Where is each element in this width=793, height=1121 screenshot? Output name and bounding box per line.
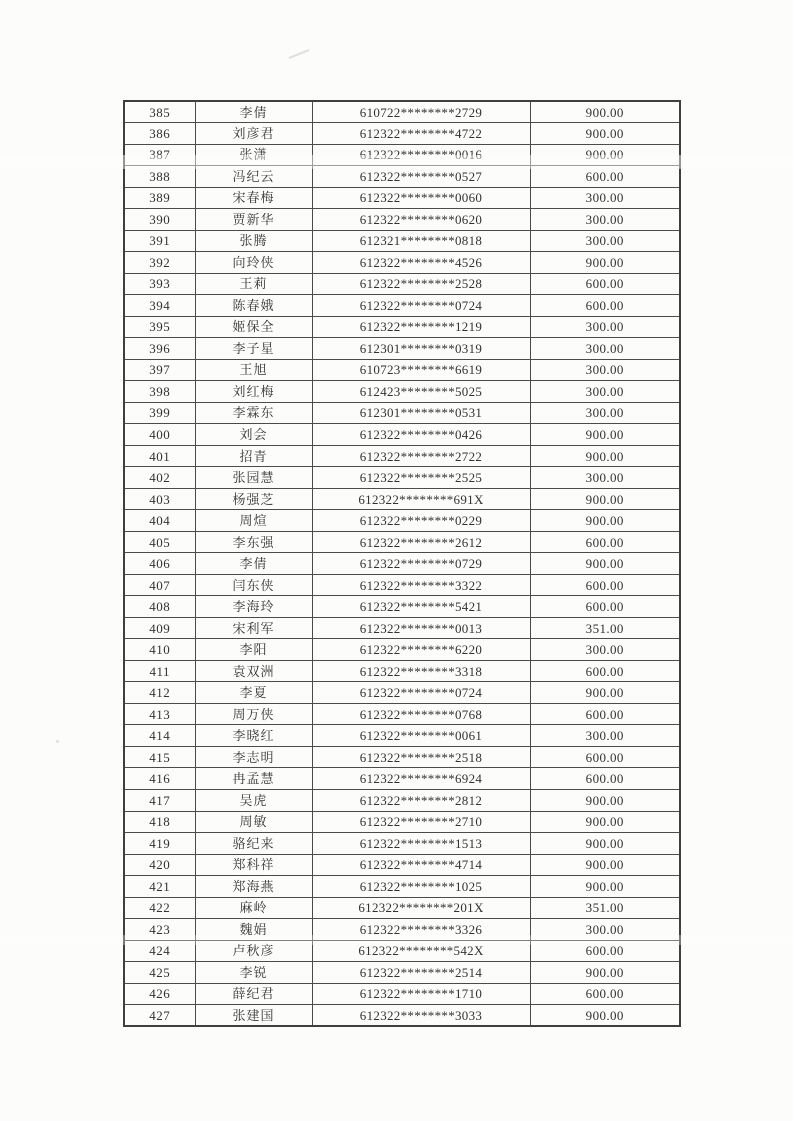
table-row	[124, 854, 680, 876]
table-cell-row-number: 407	[124, 574, 195, 596]
table-cell-amount: 900.00	[530, 488, 680, 510]
table-cell-id-number-masked: 612322********0229	[312, 510, 530, 532]
table-cell-id-number-masked: 612322********1513	[312, 833, 530, 855]
table-row	[124, 144, 680, 166]
table-cell-id-number-masked: 612322********0013	[312, 617, 530, 639]
table-cell-id-number-masked: 612322********3318	[312, 660, 530, 682]
table-cell-id-number-masked: 612322********4714	[312, 854, 530, 876]
table-cell-name: 李子星	[195, 338, 312, 360]
table-row	[124, 833, 680, 855]
scan-artifact-smudge	[288, 49, 309, 59]
table-row	[124, 338, 680, 360]
table-cell-name: 李东强	[195, 531, 312, 553]
table-cell-row-number: 423	[124, 919, 195, 941]
table-cell-name: 魏娟	[195, 919, 312, 941]
table-cell-name: 郑海燕	[195, 876, 312, 898]
table-cell-amount: 300.00	[530, 338, 680, 360]
table-cell-row-number: 391	[124, 230, 195, 252]
table-cell-name: 李阳	[195, 639, 312, 661]
table-cell-amount: 300.00	[530, 381, 680, 403]
table-cell-row-number: 394	[124, 295, 195, 317]
table-cell-name: 招青	[195, 445, 312, 467]
table-cell-amount: 300.00	[530, 639, 680, 661]
table-cell-amount: 300.00	[530, 359, 680, 381]
table-row	[124, 1005, 680, 1027]
table-row	[124, 940, 680, 962]
table-cell-amount: 300.00	[530, 187, 680, 209]
table-cell-id-number-masked: 612322********1025	[312, 876, 530, 898]
table-cell-name: 李倩	[195, 553, 312, 575]
table-cell-name: 骆纪来	[195, 833, 312, 855]
table-cell-row-number: 388	[124, 166, 195, 188]
table-row	[124, 510, 680, 532]
table-cell-name: 张园慧	[195, 467, 312, 489]
table-cell-name: 李晓红	[195, 725, 312, 747]
table-cell-amount: 600.00	[530, 703, 680, 725]
table-cell-amount: 900.00	[530, 962, 680, 984]
table-cell-name: 周万侠	[195, 703, 312, 725]
table-cell-amount: 300.00	[530, 209, 680, 231]
table-cell-id-number-masked: 612322********6220	[312, 639, 530, 661]
table-cell-row-number: 417	[124, 790, 195, 812]
table-cell-id-number-masked: 610722********2729	[312, 101, 530, 123]
table-row	[124, 123, 680, 145]
table-cell-name: 刘会	[195, 424, 312, 446]
table-cell-amount: 600.00	[530, 166, 680, 188]
table-cell-id-number-masked: 612322********2722	[312, 445, 530, 467]
table-cell-name: 卢秋彦	[195, 940, 312, 962]
table-cell-row-number: 389	[124, 187, 195, 209]
table-row	[124, 101, 680, 123]
table-cell-row-number: 404	[124, 510, 195, 532]
table-cell-id-number-masked: 612322********0527	[312, 166, 530, 188]
table-cell-amount: 900.00	[530, 101, 680, 123]
table-cell-amount: 300.00	[530, 230, 680, 252]
table-cell-id-number-masked: 612322********2518	[312, 746, 530, 768]
table-cell-name: 宋利军	[195, 617, 312, 639]
table-cell-id-number-masked: 612423********5025	[312, 381, 530, 403]
table-cell-name: 向玲侠	[195, 252, 312, 274]
table-row	[124, 574, 680, 596]
table-cell-id-number-masked: 612322********0060	[312, 187, 530, 209]
table-cell-amount: 600.00	[530, 574, 680, 596]
table-cell-name: 周敏	[195, 811, 312, 833]
table-cell-name: 闫东侠	[195, 574, 312, 596]
table-cell-id-number-masked: 612301********0531	[312, 402, 530, 424]
table-cell-amount: 900.00	[530, 144, 680, 166]
table-row	[124, 553, 680, 575]
table-cell-id-number-masked: 612322********3322	[312, 574, 530, 596]
table-cell-row-number: 405	[124, 531, 195, 553]
table-cell-name: 张建国	[195, 1005, 312, 1027]
table-row	[124, 531, 680, 553]
table-cell-row-number: 386	[124, 123, 195, 145]
table-cell-amount: 600.00	[530, 531, 680, 553]
table-cell-name: 张潇	[195, 144, 312, 166]
table-row	[124, 445, 680, 467]
table-cell-id-number-masked: 612322********4526	[312, 252, 530, 274]
table-cell-name: 王莉	[195, 273, 312, 295]
table-cell-amount: 900.00	[530, 682, 680, 704]
table-cell-row-number: 415	[124, 746, 195, 768]
table-cell-row-number: 418	[124, 811, 195, 833]
table-cell-row-number: 401	[124, 445, 195, 467]
table-cell-row-number: 412	[124, 682, 195, 704]
table-cell-name: 姬保全	[195, 316, 312, 338]
table-cell-name: 贾新华	[195, 209, 312, 231]
table-cell-name: 冉孟慧	[195, 768, 312, 790]
table-row	[124, 316, 680, 338]
table-cell-id-number-masked: 612322********2514	[312, 962, 530, 984]
table-row	[124, 897, 680, 919]
table-cell-id-number-masked: 612322********3033	[312, 1005, 530, 1027]
table-cell-name: 郑科祥	[195, 854, 312, 876]
payment-table-body	[124, 101, 680, 1026]
table-cell-row-number: 403	[124, 488, 195, 510]
table-cell-row-number: 420	[124, 854, 195, 876]
table-cell-name: 袁双洲	[195, 660, 312, 682]
table-cell-amount: 600.00	[530, 273, 680, 295]
table-cell-name: 李海玲	[195, 596, 312, 618]
table-cell-amount: 300.00	[530, 402, 680, 424]
table-row	[124, 252, 680, 274]
table-cell-name: 李夏	[195, 682, 312, 704]
table-cell-row-number: 410	[124, 639, 195, 661]
table-cell-name: 周煊	[195, 510, 312, 532]
table-cell-row-number: 399	[124, 402, 195, 424]
table-cell-id-number-masked: 612322********2710	[312, 811, 530, 833]
table-cell-id-number-masked: 612322********0016	[312, 144, 530, 166]
table-cell-row-number: 422	[124, 897, 195, 919]
table-cell-row-number: 392	[124, 252, 195, 274]
table-cell-row-number: 402	[124, 467, 195, 489]
table-cell-amount: 900.00	[530, 876, 680, 898]
table-cell-name: 王旭	[195, 359, 312, 381]
table-cell-amount: 900.00	[530, 123, 680, 145]
table-cell-id-number-masked: 610723********6619	[312, 359, 530, 381]
table-cell-amount: 900.00	[530, 811, 680, 833]
table-cell-row-number: 385	[124, 101, 195, 123]
table-cell-id-number-masked: 612322********2612	[312, 531, 530, 553]
payment-table	[123, 100, 681, 1027]
table-cell-id-number-masked: 612322********6924	[312, 768, 530, 790]
table-row	[124, 746, 680, 768]
table-cell-name: 张腾	[195, 230, 312, 252]
table-cell-row-number: 396	[124, 338, 195, 360]
table-cell-id-number-masked: 612322********0620	[312, 209, 530, 231]
table-cell-name: 冯纪云	[195, 166, 312, 188]
table-cell-id-number-masked: 612322********1710	[312, 983, 530, 1005]
table-row	[124, 424, 680, 446]
table-row	[124, 596, 680, 618]
table-cell-amount: 600.00	[530, 983, 680, 1005]
table-cell-row-number: 414	[124, 725, 195, 747]
table-row	[124, 402, 680, 424]
table-cell-id-number-masked: 612322********3326	[312, 919, 530, 941]
table-cell-amount: 600.00	[530, 596, 680, 618]
table-row	[124, 876, 680, 898]
table-cell-name: 李倩	[195, 101, 312, 123]
table-row	[124, 209, 680, 231]
table-cell-amount: 300.00	[530, 919, 680, 941]
table-cell-name: 薛纪君	[195, 983, 312, 1005]
table-row	[124, 790, 680, 812]
table-cell-id-number-masked: 612322********4722	[312, 123, 530, 145]
table-cell-name: 李霖东	[195, 402, 312, 424]
table-row	[124, 962, 680, 984]
table-cell-name: 宋春梅	[195, 187, 312, 209]
table-cell-amount: 300.00	[530, 467, 680, 489]
table-row	[124, 230, 680, 252]
table-cell-row-number: 393	[124, 273, 195, 295]
table-cell-row-number: 395	[124, 316, 195, 338]
table-cell-row-number: 421	[124, 876, 195, 898]
table-cell-amount: 600.00	[530, 768, 680, 790]
table-cell-id-number-masked: 612322********1219	[312, 316, 530, 338]
table-row	[124, 273, 680, 295]
table-cell-row-number: 411	[124, 660, 195, 682]
table-cell-row-number: 419	[124, 833, 195, 855]
table-cell-amount: 600.00	[530, 940, 680, 962]
table-cell-name: 李锐	[195, 962, 312, 984]
table-cell-amount: 900.00	[530, 833, 680, 855]
table-row	[124, 639, 680, 661]
table-cell-row-number: 413	[124, 703, 195, 725]
table-cell-name: 刘彦君	[195, 123, 312, 145]
scan-artifact-dot	[56, 740, 59, 743]
table-cell-amount: 600.00	[530, 746, 680, 768]
table-cell-row-number: 390	[124, 209, 195, 231]
table-cell-row-number: 398	[124, 381, 195, 403]
table-cell-id-number-masked: 612301********0319	[312, 338, 530, 360]
table-row	[124, 617, 680, 639]
table-row	[124, 295, 680, 317]
table-cell-id-number-masked: 612322********0768	[312, 703, 530, 725]
table-cell-amount: 600.00	[530, 295, 680, 317]
table-cell-id-number-masked: 612321********0818	[312, 230, 530, 252]
table-cell-id-number-masked: 612322********0061	[312, 725, 530, 747]
table-cell-row-number: 397	[124, 359, 195, 381]
table-cell-name: 吴虎	[195, 790, 312, 812]
table-cell-amount: 900.00	[530, 854, 680, 876]
table-cell-amount: 900.00	[530, 424, 680, 446]
table-cell-amount: 900.00	[530, 553, 680, 575]
table-cell-row-number: 406	[124, 553, 195, 575]
table-cell-amount: 600.00	[530, 660, 680, 682]
table-cell-id-number-masked: 612322********2525	[312, 467, 530, 489]
table-row	[124, 811, 680, 833]
table-row	[124, 187, 680, 209]
table-cell-id-number-masked: 612322********0729	[312, 553, 530, 575]
table-cell-name: 杨强芝	[195, 488, 312, 510]
table-cell-amount: 351.00	[530, 617, 680, 639]
table-row	[124, 359, 680, 381]
table-cell-amount: 900.00	[530, 790, 680, 812]
table-cell-amount: 900.00	[530, 252, 680, 274]
table-row	[124, 768, 680, 790]
table-cell-row-number: 426	[124, 983, 195, 1005]
table-cell-id-number-masked: 612322********542X	[312, 940, 530, 962]
table-cell-amount: 900.00	[530, 445, 680, 467]
table-cell-name: 李志明	[195, 746, 312, 768]
table-cell-id-number-masked: 612322********0426	[312, 424, 530, 446]
table-cell-row-number: 400	[124, 424, 195, 446]
table-row	[124, 381, 680, 403]
table-row	[124, 488, 680, 510]
table-cell-row-number: 425	[124, 962, 195, 984]
table-row	[124, 467, 680, 489]
table-cell-row-number: 424	[124, 940, 195, 962]
table-cell-row-number: 408	[124, 596, 195, 618]
table-row	[124, 919, 680, 941]
table-row	[124, 660, 680, 682]
table-cell-row-number: 409	[124, 617, 195, 639]
table-cell-id-number-masked: 612322********201X	[312, 897, 530, 919]
table-cell-amount: 900.00	[530, 1005, 680, 1027]
table-cell-amount: 900.00	[530, 510, 680, 532]
table-cell-row-number: 427	[124, 1005, 195, 1027]
table-cell-name: 陈春娥	[195, 295, 312, 317]
table-cell-row-number: 416	[124, 768, 195, 790]
table-cell-row-number: 387	[124, 144, 195, 166]
table-row	[124, 725, 680, 747]
table-cell-id-number-masked: 612322********2528	[312, 273, 530, 295]
table-cell-id-number-masked: 612322********5421	[312, 596, 530, 618]
table-row	[124, 983, 680, 1005]
table-cell-id-number-masked: 612322********2812	[312, 790, 530, 812]
table-cell-id-number-masked: 612322********691X	[312, 488, 530, 510]
table-cell-amount: 300.00	[530, 725, 680, 747]
table-row	[124, 682, 680, 704]
table-row	[124, 166, 680, 188]
table-cell-amount: 300.00	[530, 316, 680, 338]
table-cell-name: 刘红梅	[195, 381, 312, 403]
table-row	[124, 703, 680, 725]
table-cell-id-number-masked: 612322********0724	[312, 295, 530, 317]
table-cell-name: 麻岭	[195, 897, 312, 919]
table-cell-amount: 351.00	[530, 897, 680, 919]
table-cell-id-number-masked: 612322********0724	[312, 682, 530, 704]
